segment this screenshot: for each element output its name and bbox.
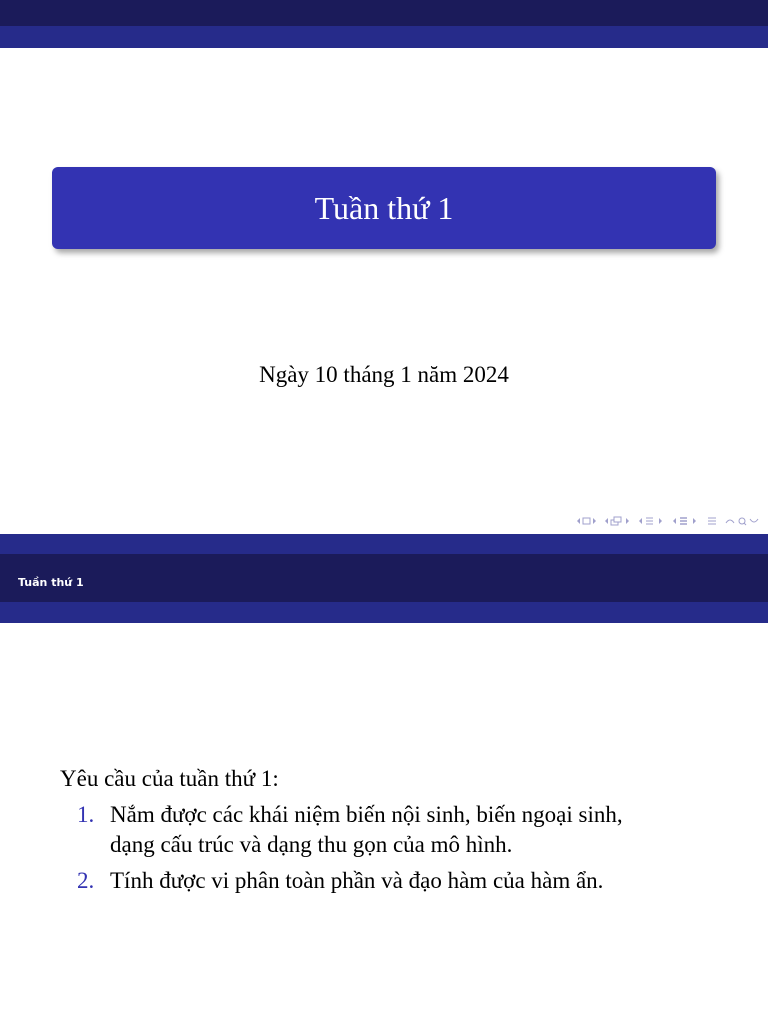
title-block [52, 167, 716, 249]
nav-section-group[interactable] [672, 516, 700, 526]
frame-header-title: Tuần thứ 1 [18, 576, 84, 589]
nav-document-group[interactable] [706, 516, 718, 526]
list-item-number: 2. [77, 868, 95, 893]
list-item-text-line1: Nắm được các khái niệm biến nội sinh, biến ngoại sinh, [110, 802, 623, 827]
nav-document-icon[interactable] [706, 516, 718, 526]
headline-band-bottom [0, 26, 768, 48]
nav-frame-icon[interactable] [604, 516, 632, 526]
headline-band-top [0, 0, 768, 26]
slide-content [60, 764, 740, 902]
requirements-intro: Yêu cầu của tuần thứ 1: [60, 766, 279, 791]
list-item-text-line1: Tính được vi phân toàn phần và đạo hàm của hàm ẩn. [110, 868, 604, 893]
slide-title: Tuần thứ 1 [314, 189, 454, 226]
list-item-text-line2: dạng cấu trúc và dạng thu gọn của mô hình. [110, 832, 513, 857]
content-slide [0, 534, 768, 1024]
frame-header [0, 554, 768, 602]
list-item [60, 866, 740, 896]
nav-subsection-group[interactable] [638, 516, 666, 526]
beamer-navigation-bar [576, 513, 760, 529]
list-item [60, 800, 740, 860]
nav-slide-group[interactable] [576, 516, 598, 526]
list-item-number: 1. [77, 802, 95, 827]
nav-slide-icon[interactable] [576, 516, 598, 526]
headline-band-top [0, 534, 768, 554]
nav-search-icon[interactable] [724, 516, 760, 526]
nav-search-group[interactable] [724, 516, 760, 526]
requirements-list [60, 800, 740, 896]
headline-band-bottom [0, 602, 768, 623]
slide-date: Ngày 10 tháng 1 năm 2024 [259, 362, 509, 387]
nav-subsection-icon[interactable] [638, 516, 666, 526]
nav-section-icon[interactable] [672, 516, 700, 526]
nav-frame-group[interactable] [604, 516, 632, 526]
